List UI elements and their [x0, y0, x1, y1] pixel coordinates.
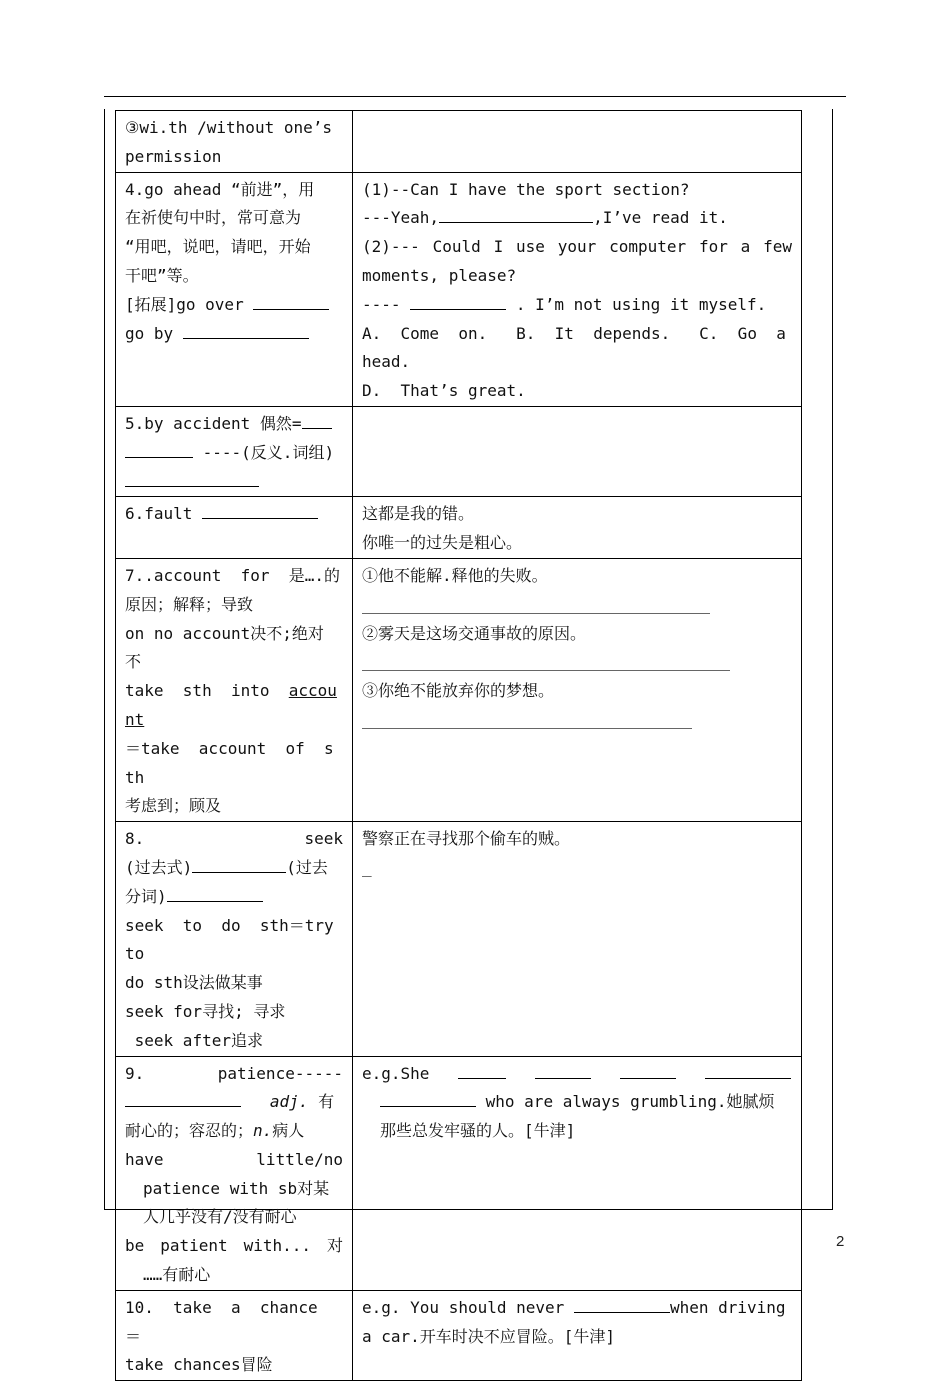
term-line: have	[125, 1149, 164, 1169]
term-line: 不	[125, 652, 142, 672]
answer-blank[interactable]	[410, 291, 506, 310]
answer-blank[interactable]	[183, 320, 309, 339]
example-line: when driving	[669, 1297, 786, 1317]
term-line: (过去	[286, 857, 328, 877]
table-row	[116, 497, 802, 559]
term-line: (过去式)	[125, 857, 193, 877]
term-line: 干吧”等。	[125, 265, 199, 285]
example-cell	[353, 111, 802, 173]
answer-blank[interactable]	[192, 854, 286, 873]
example-line: moments, please?	[362, 265, 517, 285]
answer-blank[interactable]	[574, 1294, 670, 1313]
table-row	[116, 822, 802, 1056]
term-cell	[116, 1290, 353, 1380]
example-line: (2)--- Could I use your computer for a few	[362, 237, 792, 257]
page-number: 2	[836, 1233, 845, 1250]
term-line: seek to do sth＝try to	[125, 915, 353, 964]
answer-line[interactable]	[362, 706, 792, 735]
term-cell	[116, 822, 353, 1056]
term-line: do sth设法做某事	[125, 973, 263, 993]
example-cell	[353, 1290, 802, 1380]
option-line: D. That’s great.	[362, 381, 526, 401]
table-row	[116, 172, 802, 406]
term-cell	[116, 1056, 353, 1290]
table-row	[116, 1290, 802, 1380]
example-line: ---Yeah,	[362, 208, 440, 228]
vocab-table	[115, 110, 802, 1381]
term-line: 病人	[272, 1121, 305, 1141]
example-line: 警察正在寻找那个偷车的贼。	[362, 829, 571, 849]
example-cell	[353, 172, 802, 406]
term-line: be patient with...	[125, 1236, 312, 1256]
example-cell	[353, 497, 802, 559]
answer-blank[interactable]	[253, 291, 329, 310]
answer-line[interactable]	[362, 648, 792, 677]
table-row	[116, 111, 802, 173]
term-line: seek after追求	[125, 1030, 263, 1050]
answer-blank[interactable]	[705, 1060, 791, 1079]
example-line: ②雾天是这场交通事故的原因。	[362, 623, 587, 643]
term-line: 6.fault	[125, 504, 193, 524]
term-line: patience-----	[217, 1063, 343, 1083]
table-row	[116, 406, 802, 496]
term-line: 在祈使句中时，常可意为	[125, 208, 302, 228]
term-line: ＝take account of sth	[125, 738, 334, 787]
answer-line[interactable]	[362, 591, 792, 620]
example-line: 你唯一的过失是粗心。	[362, 533, 523, 553]
term-line: ……有耐心	[143, 1265, 211, 1285]
term-line: seek	[304, 829, 343, 849]
term-line: ③wi.th /without one’s	[125, 118, 332, 137]
answer-blank[interactable]	[458, 1060, 506, 1079]
option-line: A. Come on. B. It depends. C. Go ahead.	[362, 323, 786, 372]
term-line: 原因；解释；导致	[125, 594, 254, 614]
term-line: [拓展]go over	[125, 294, 244, 314]
term-line: 10. take a chance ＝	[125, 1297, 328, 1346]
answer-blank[interactable]	[125, 439, 193, 458]
term-line: 7..account for 是….的	[125, 565, 341, 585]
term-line: little/no	[256, 1149, 343, 1169]
term-line: 9.	[125, 1063, 145, 1083]
term-line: permission	[125, 146, 222, 166]
term-line: n.	[253, 1121, 273, 1141]
header-rule	[104, 96, 846, 97]
example-line: a car.开车时决不应冒险。[牛津]	[362, 1326, 616, 1346]
term-line: account	[125, 681, 337, 729]
example-line: who are always grumbling.她腻烦	[485, 1092, 775, 1112]
term-line: 考虑到；顾及	[125, 796, 222, 816]
term-line: take chances冒险	[125, 1355, 273, 1375]
example-line: . I’m not using it myself.	[515, 294, 767, 314]
term-line: 分词)	[125, 886, 167, 906]
term-cell	[116, 406, 353, 496]
answer-blank[interactable]	[439, 204, 593, 223]
term-cell	[116, 111, 353, 173]
term-line: seek for寻找; 寻求	[125, 1001, 286, 1021]
term-line: 对	[326, 1236, 343, 1256]
term-line: 耐心的；容忍的；	[125, 1121, 254, 1141]
term-line: 4.go ahead “前进”，用	[125, 179, 315, 199]
example-line: 这都是我的错。	[362, 504, 475, 524]
term-line: ----(反义.词组)	[202, 442, 335, 462]
term-line: on no account决不;绝对	[125, 623, 324, 643]
example-line: ①他不能解.释他的失败。	[362, 565, 548, 585]
example-line: (1)--Can I have the sport section?	[362, 179, 690, 199]
example-line: _	[362, 857, 372, 877]
term-line: adj.	[269, 1092, 309, 1112]
example-cell	[353, 1056, 802, 1290]
example-line: ----	[362, 294, 401, 314]
table-row	[116, 558, 802, 821]
term-cell	[116, 497, 353, 559]
answer-blank[interactable]	[380, 1088, 476, 1107]
term-line: take sth into	[125, 681, 270, 701]
example-cell	[353, 406, 802, 496]
example-cell	[353, 822, 802, 1056]
term-line: go by	[125, 323, 174, 343]
answer-blank[interactable]	[620, 1060, 676, 1079]
answer-blank[interactable]	[125, 468, 259, 487]
example-cell	[353, 558, 802, 821]
term-line: patience with sb对某	[143, 1178, 330, 1198]
term-line: 人几乎没有/没有耐心	[143, 1207, 297, 1227]
term-line: 有	[318, 1092, 335, 1112]
example-line: ③你绝不能放弃你的梦想。	[362, 681, 555, 701]
example-line: e.g. You should never	[362, 1297, 565, 1317]
example-line: 那些总发牢骚的人。[牛津]	[380, 1121, 576, 1141]
example-line: e.g.She	[362, 1063, 430, 1083]
term-line: “用吧，说吧，请吧，开始	[125, 237, 311, 257]
term-cell	[116, 172, 353, 406]
answer-blank[interactable]	[302, 410, 332, 429]
term-cell	[116, 558, 353, 821]
term-line: 8.	[125, 829, 145, 849]
table-row	[116, 1056, 802, 1290]
term-line: 5.by accident 偶然=	[125, 413, 302, 433]
example-line: ,I’ve read it.	[593, 208, 728, 228]
answer-blank[interactable]	[167, 883, 263, 902]
answer-blank[interactable]	[535, 1060, 591, 1079]
answer-blank[interactable]	[202, 500, 318, 519]
answer-blank[interactable]	[125, 1088, 241, 1107]
